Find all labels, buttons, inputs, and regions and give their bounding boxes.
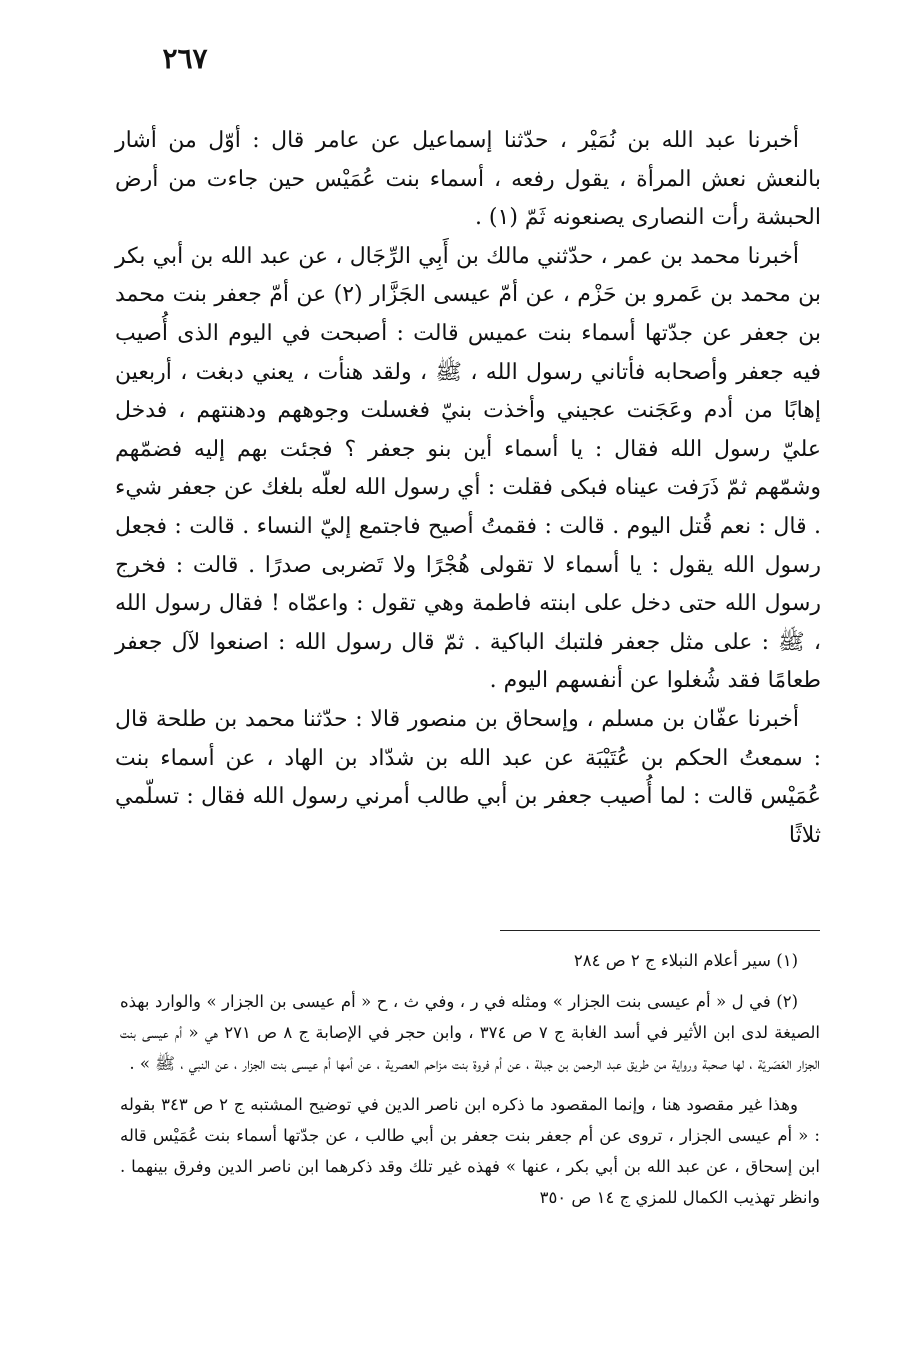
footnote: (١) سير أعلام النبلاء ج ٢ ص ٢٨٤ <box>573 951 798 970</box>
paragraph: أخبرنا عبد الله بن نُمَيْر ، حدّثنا إسماعيل عن عامر قال : أوّل من أشار بالنعش نعش المرأة ، يقول رفعه ، أسماء بنت عُمَيْس حين جاءت من أرض الحبشة رأت النصارى يصنعونه ثَمّ (١) . <box>115 128 821 231</box>
footnote: (٢) في ل « أم عيسى بنت الجزار » ومثله في ر ، وفي ث ، ح « أم عيسى بن الجزار » والوارد بهذه الصيغة لدى ابن الأثير في أسد الغابة ج ٧ ص ٣٧٤ ، وابن حجر في الإصابة ج ٨ ص ٢٧١ هي « أم عيسى بنت الجزار العَصَريّة ، لها صحبة ورواية من طريق عبد الرحمن بن جبلة ، عن أم فروة بنت مزاحم العصرية ، عن أمها أم عيسى بنت الجزار ، عن النبي ، ﷺ » . <box>120 992 820 1073</box>
footnotes <box>120 945 820 1223</box>
main-text <box>115 122 821 855</box>
footnote-divider <box>500 930 820 931</box>
page-number: ٢٦٧ <box>162 42 208 75</box>
footnote: وهذا غير مقصود هنا ، وإنما المقصود ما ذكره ابن ناصر الدين في توضيح المشتبه ج ٢ ص ٣٤٣ بقوله : « أم عيسى الجزار ، تروى عن أم جعفر بنت جعفر بن أبي طالب ، عن جدّتها أسماء بنت عُمَيْس قاله ابن إسحاق ، عن عبد الله بن أبي بكر ، عنها » فهذه غير تلك وقد ذكرهما ابن ناصر الدين وفرق بينهما . وانظر تهذيب الكمال للمزي ج ١٤ ص ٣٥٠ <box>120 1095 820 1207</box>
paragraph: أخبرنا عفّان بن مسلم ، وإسحاق بن منصور قالا : حدّثنا محمد بن طلحة قال : سمعتُ الحكم بن عُتَيْبَة عن عبد الله بن شدّاد بن الهاد ، عن أسماء بنت عُمَيْس قالت : لما أُصيب جعفر بن أبي طالب أمرني رسول الله فقال : تسلّمي ثلاثًا <box>115 706 821 848</box>
paragraph: أخبرنا محمد بن عمر ، حدّثني مالك بن أَبِي الرِّجَال ، عن عبد الله بن أبي بكر بن محمد بن عَمرو بن حَزْم ، عن أمّ عيسى الجَزَّار (٢) عن أمّ جعفر بنت محمد بن جعفر عن جدّتها أسماء بنت عميس قالت : أصبحت في اليوم الذى أُصيب فيه جعفر وأصحابه فأتاني رسول الله ، ﷺ ، ولقد هنأت ، يعني دبغت ، أربعين إهابًا من أدم وعَجَنت عجيني وأخذت بنيّ فغسلت وجوههم ودهنتهم ، فدخل عليّ رسول الله فقال : يا أسماء أين بنو جعفر ؟ فجئت بهم إليه فضمّهم وشمّهم ثمّ ذَرَفت عيناه فبكى فقلت : أي رسول الله لعلّه بلغك عن جعفر شيء . قال : نعم قُتل اليوم . قالت : فقمتُ أصيح فاجتمع إليّ النساء . قالت : فجعل رسول الله يقول : يا أسماء لا تقولى هُجْرًا ولا تَضربى صدرًا . قالت : فخرج رسول الله حتى دخل على ابنته فاطمة وهي تقول : واعمّاه ! فقال رسول الله ، ﷺ : على مثل جعفر فلتبك الباكية . ثمّ قال رسول الله : اصنعوا لآل جعفر طعامًا فقد شُغلوا عن أنفسهم اليوم . <box>115 243 821 694</box>
